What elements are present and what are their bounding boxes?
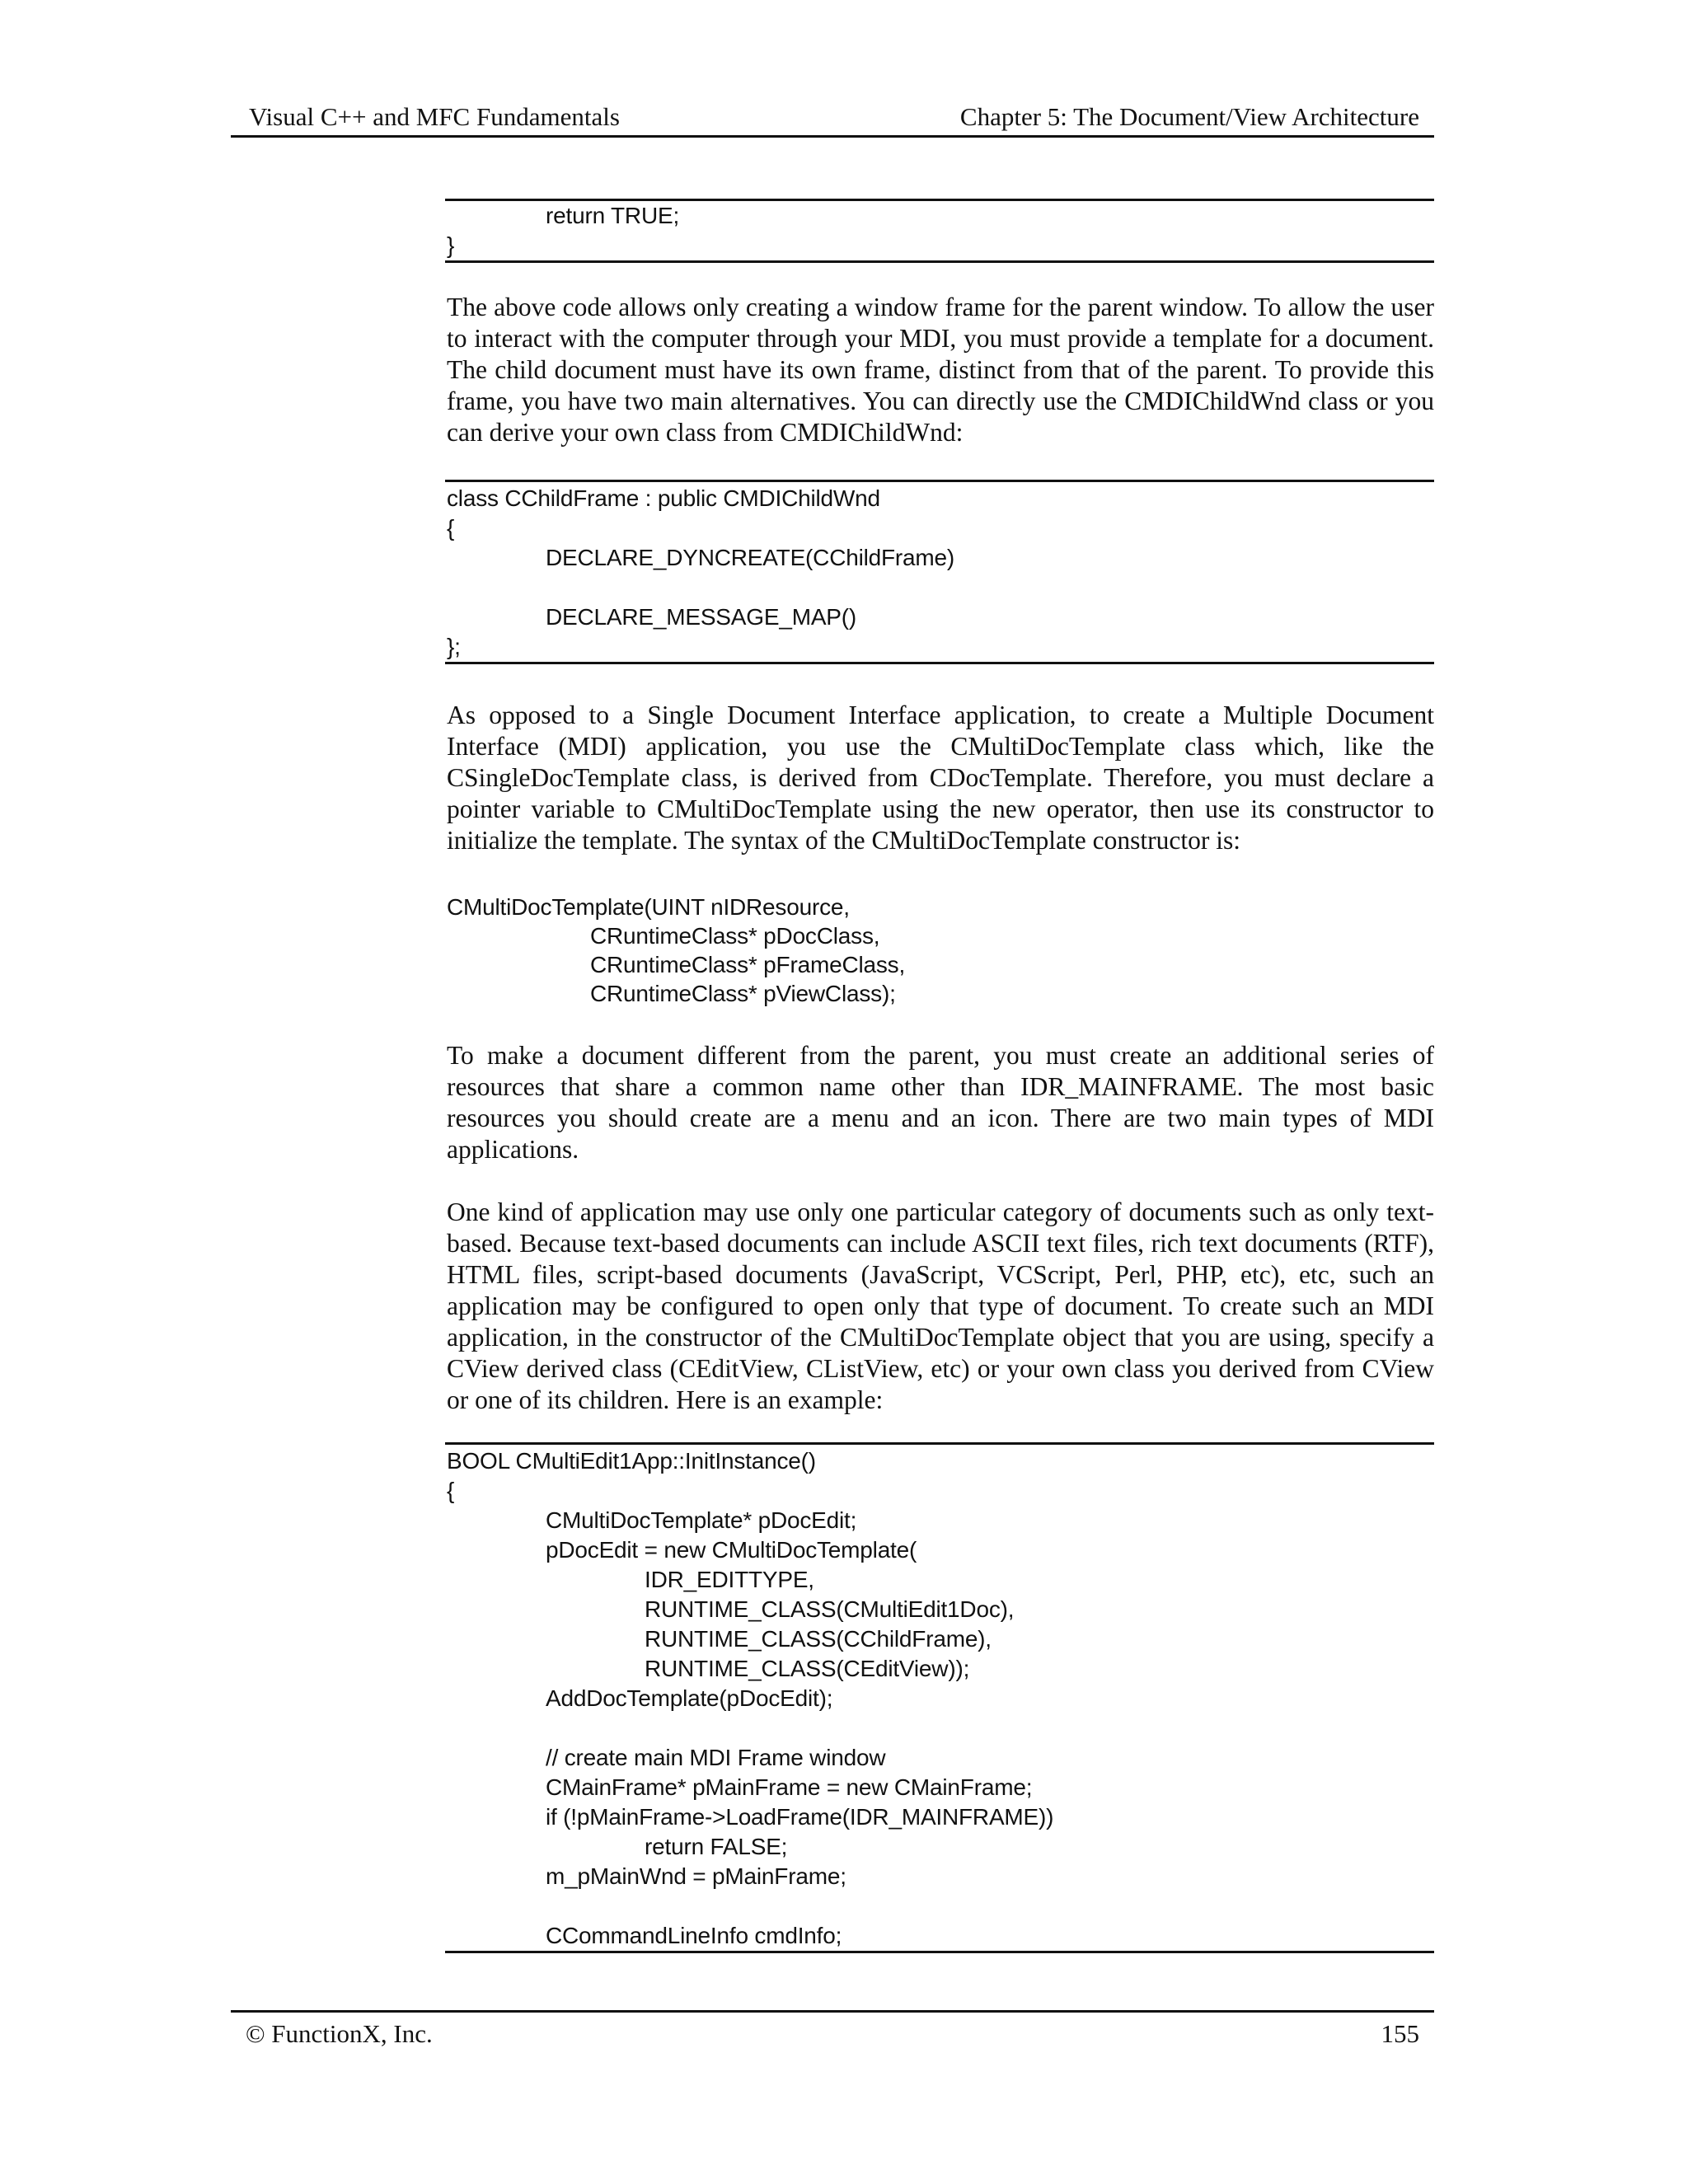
code-line: AddDocTemplate(pDocEdit); (546, 1685, 833, 1711)
code-comment-line: // create main MDI Frame window (546, 1745, 886, 1770)
code-line: pDocEdit = new CMultiDocTemplate( (546, 1537, 917, 1563)
code-line: return FALSE; (645, 1834, 788, 1859)
code-line: }; (447, 634, 461, 659)
footer-page-number: 155 (1381, 2019, 1419, 2048)
code-line: RUNTIME_CLASS(CEditView)); (645, 1656, 970, 1681)
code-line: class CChildFrame : public CMDIChildWnd (447, 485, 880, 511)
code-line: if (!pMainFrame->LoadFrame(IDR_MAINFRAME)) (546, 1804, 1054, 1830)
code-line: BOOL CMultiEdit1App::InitInstance() (447, 1448, 816, 1474)
code-line: } (447, 232, 455, 258)
code-line: CMainFrame* pMainFrame = new CMainFrame; (546, 1774, 1033, 1800)
code-line: IDR_EDITTYPE, (645, 1567, 814, 1592)
code-line (445, 573, 1434, 602)
code-line (445, 1713, 1434, 1743)
header-chapter-title: Chapter 5: The Document/View Architecture (959, 102, 1419, 131)
page-header (231, 97, 1434, 138)
page-footer (231, 2010, 1434, 2048)
code-constructor-syntax (445, 893, 1434, 1008)
code-line (445, 1891, 1434, 1921)
paragraph-child-frame: The above code allows only creating a window frame for the parent window. To allow the user to interact with the computer through your MDI, you must provide a template for a document. The child document must have its own frame, distinct from that of the parent. To provide this frame, you have two main alternatives. You can directly use the CMDIChildWnd class or you can derive your own class from CMDIChildWnd: (447, 293, 1434, 447)
code-block-initinstance (445, 1442, 1434, 1953)
code-block-child-frame-class (445, 480, 1434, 664)
paragraph-application-kind: One kind of application may use only one particular category of documents such as only text-based. Because text-based documents can include ASCII text files, rich text documents (RTF), HTML files, script-based documents (JavaScript, VCScript, Perl, PHP, etc), etc, such an application may be configured to open only that type of document. To create such an MDI application, in the constructor of the CMultiDocTemplate object that you are using, specify a CView derived class (CEditView, CListView, etc) or your own class you derived from CView or one of its children. Here is an example: (447, 1197, 1434, 1414)
code-line: CRuntimeClass* pFrameClass, (590, 952, 906, 977)
code-line: CMultiDocTemplate* pDocEdit; (546, 1507, 857, 1533)
code-line: DECLARE_MESSAGE_MAP() (546, 604, 857, 630)
code-line: RUNTIME_CLASS(CChildFrame), (645, 1626, 992, 1652)
code-line: m_pMainWnd = pMainFrame; (546, 1863, 846, 1889)
code-line: CCommandLineInfo cmdInfo; (546, 1923, 842, 1948)
footer-copyright: © FunctionX, Inc. (246, 2019, 433, 2048)
header-book-title: Visual C++ and MFC Fundamentals (249, 102, 620, 131)
code-line: CRuntimeClass* pDocClass, (590, 923, 880, 949)
paragraph-multidoctemplate: As opposed to a Single Document Interface application, to create a Multiple Document Interface (MDI) application, you use the CMultiDocTemplate class which, like the CSingleDocTemplate class, is derived from CDocTemplate. Therefore, you must declare a pointer variable to CMultiDocTemplate using the new operator, then use its constructor to initialize the template. The syntax of the CMultiDocTemplate constructor is: (447, 701, 1434, 855)
code-line: DECLARE_DYNCREATE(CChildFrame) (546, 545, 955, 570)
code-line: CMultiDocTemplate(UINT nIDResource, (447, 894, 850, 920)
code-line: { (447, 1478, 455, 1503)
code-line: CRuntimeClass* pViewClass); (590, 981, 896, 1006)
code-line: RUNTIME_CLASS(CMultiEdit1Doc), (645, 1596, 1015, 1622)
code-line: { (447, 515, 455, 541)
code-line: return TRUE; (546, 203, 680, 228)
code-block-return (445, 199, 1434, 263)
paragraph-resources: To make a document different from the parent, you must create an additional series of resources that share a common name other than IDR_MAINFRAME. The most basic resources you should create are a menu and an icon. There are two main types of MDI applications. (447, 1041, 1434, 1164)
